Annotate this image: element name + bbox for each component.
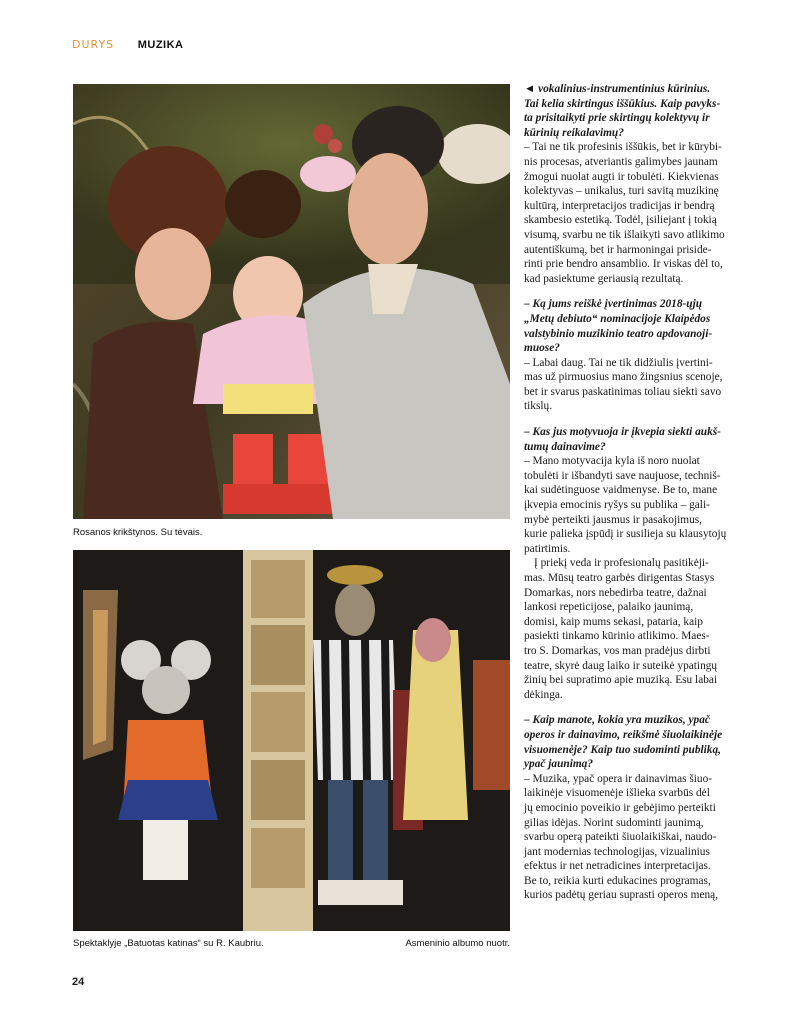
text-line: kai sudėtinguose vaidmenyse. Be to, mane — [524, 484, 718, 497]
text-line: rinti prie bendro ansamblio. Ir viskas dėl to, — [524, 258, 723, 271]
text-line: žinių bei supratimo apie muziką. Esu labai — [524, 674, 718, 687]
christening-photo-caption: Rosanos krikštynos. Su tėvais. — [73, 527, 203, 538]
text-line: mas. Mūsų teatro garbės dirigentas Stasys — [524, 572, 715, 584]
text-line: valstybinio muzikinio teatro apdovanoji- — [524, 327, 713, 340]
text-line: jų emocinio poveikio ir gebėjimo perteikti — [524, 801, 716, 814]
text-line: – Tai ne tik profesinis iššūkis, bet ir kūrybi- — [524, 141, 722, 154]
text-line: tikslų. — [524, 400, 553, 413]
text-line: kurios padėtų geriau suprasti operos meną, — [524, 889, 719, 902]
text-line: Tai kelia skirtingus iššūkius. Kaip pavyks- — [524, 97, 721, 110]
text-line: ◄ vokalinius-instrumentinius kūrinius. — [524, 83, 711, 95]
question-4 — [524, 713, 734, 771]
christening-photo — [73, 84, 510, 519]
magazine-brand: DURYS — [72, 38, 115, 51]
question-1 — [524, 82, 734, 140]
page-header — [72, 38, 184, 51]
text-line: Į priekį veda ir profesionalų pasitikėji- — [534, 557, 709, 570]
answer-1 — [524, 140, 734, 286]
text-line: laikinėje visuomenėje išlieka svarbūs dėl — [524, 787, 710, 800]
section-title: MUZIKA — [137, 39, 184, 51]
text-line: svarbu operą pateikti šiuolaikiškai, naudo- — [524, 831, 717, 844]
text-line: nis procesas, atveriantis galimybes jaunam — [524, 155, 718, 168]
text-line: jant modernias technologijas, vizualinius — [524, 845, 710, 858]
text-line: kurie palieka įspūdį ir susilieja su klausytojų — [524, 528, 727, 541]
question-2 — [524, 297, 734, 355]
text-line: mybė perteikti jausmus ir pasakojimus, — [524, 513, 703, 526]
text-line: skambesio estetiką. Todėl, įsiliejant į tokią — [524, 214, 717, 227]
text-line: mas už pirmuosius mano žingsnius scenoje, — [524, 371, 723, 384]
text-line: ypač jaunimą? — [524, 758, 594, 771]
text-line: ta prisitaikyti prie skirtingų kolektyvų ir — [524, 112, 710, 125]
text-line: domisi, kaip mums sekasi, pataria, kaip — [524, 615, 703, 628]
interview-text-column — [524, 82, 734, 903]
text-line: lankosi repeticijose, palaiko jaunimą, — [524, 601, 694, 614]
text-line: kūrinių reikalavimų? — [524, 126, 624, 139]
text-line: bet ir svarus paskatinimas toliau siekti savo — [524, 385, 722, 398]
stage-photo-caption: Spektaklyje „Batuotas katinas“ su R. Kaubriu. — [73, 938, 264, 949]
text-line: – Ką jums reiškė įvertinimas 2018-ųjų — [524, 298, 703, 311]
photo-credit: Asmeninio albumo nuotr. — [405, 938, 510, 949]
text-line: operos ir dainavimo, reikšmė šiuolaikinėje — [524, 728, 723, 741]
text-line: muose? — [524, 342, 560, 355]
text-line: tro S. Domarkas, vos man pradėjus dirbti — [524, 644, 711, 657]
text-line: – Mano motyvacija kyla iš noro nuolat — [524, 455, 700, 468]
text-line: kultūrą, interpretacijos tradicijas ir bendrą — [524, 199, 715, 212]
text-line: visumą, svarbu ne tik išlaikyti savo atlikimo — [524, 228, 725, 241]
text-line: – Kaip manote, kokia yra muzikos, ypač — [524, 714, 710, 727]
text-line: patirtimis. — [524, 542, 571, 555]
text-line: autentiškumą, bet ir harmoningai priside- — [524, 243, 712, 256]
answer-2 — [524, 356, 734, 414]
answer-3 — [524, 454, 734, 556]
text-line: tobulėti ir išbandyti save naujuose, techniš- — [524, 469, 721, 482]
page-number: 24 — [72, 976, 85, 988]
text-line: gilias idėjas. Norint sudominti jaunimą, — [524, 816, 704, 829]
text-line: kolektyvas – unikalus, turi savitą muzikinę — [524, 185, 719, 198]
answer-3-continued — [524, 556, 734, 702]
text-line: teatre, skyrė daug laiko ir suteikė ypatingų — [524, 659, 718, 672]
text-line: dėkinga. — [524, 688, 563, 701]
question-3 — [524, 425, 734, 454]
text-line: visuomenėje? Kaip tuo sudominti publiką, — [524, 743, 721, 756]
text-line: kad pasiektume geriausią rezultatą. — [524, 272, 684, 285]
text-line: Domarkas, nors nebedirba teatre, dažnai — [524, 586, 707, 599]
text-line: įkvepia emocinis ryšys su publika – gali- — [524, 499, 710, 512]
text-line: pasiekti tinkamo kūrinio atlikimo. Maes- — [524, 630, 710, 643]
text-line: – Muzika, ypač opera ir dainavimas šiuo- — [524, 772, 713, 785]
text-line: „Metų debiuto“ nominacijoje Klaipėdos — [524, 312, 711, 325]
stage-photo — [73, 550, 510, 931]
text-line: – Labai daug. Tai ne tik didžiulis įvertini- — [524, 356, 713, 369]
text-line: žmogui nuolat augti ir tobulėti. Kiekvienas — [524, 170, 719, 183]
text-line: – Kas jus motyvuoja ir įkvepia siekti aukš- — [524, 426, 721, 439]
text-line: tumų dainavime? — [524, 440, 606, 453]
answer-4 — [524, 772, 734, 903]
text-line: efektus ir net netradicines interpretacijas. — [524, 860, 711, 873]
text-line: Be to, reikia kurti edukacines programas, — [524, 874, 711, 887]
